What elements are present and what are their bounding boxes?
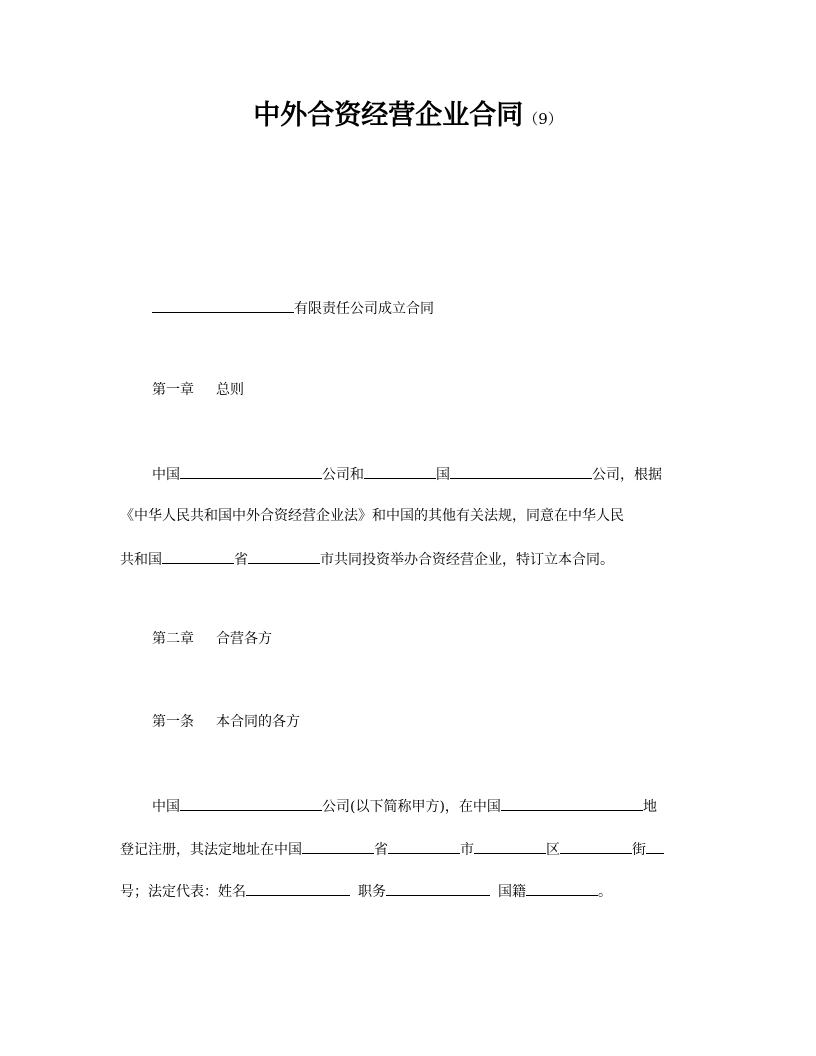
text-segment: 市 [460,842,474,858]
text-segment: 省 [234,552,248,568]
chapter1-para-line1 [152,463,662,485]
blank-field [501,795,643,811]
article1-para-line3 [120,880,612,902]
text-segment: 中国 [152,799,180,815]
text-segment: 共和国 [120,552,162,568]
article1-title: 本合同的各方 [216,714,300,730]
contract-name-line [152,297,434,319]
text-segment: 号；法定代表：姓名 [120,884,246,900]
blank-field [526,880,598,896]
text-segment: 国籍 [498,884,526,900]
text-segment: 公司，根据 [592,467,662,483]
text-segment: 公司和 [322,467,364,483]
chapter1-num: 第一章 [152,382,194,398]
article1-para-line1 [152,795,657,817]
blank-field [364,463,436,479]
blank-field [474,838,546,854]
text-segment: 国 [436,467,450,483]
article1-para-line2 [120,838,664,860]
text-segment: 区 [546,842,560,858]
blank-field [180,463,322,479]
blank-field [386,880,490,896]
text-segment: 公司(以下简称甲方)，在中国 [322,799,501,815]
article1-num: 第一条 [152,714,194,730]
blank-field [450,463,592,479]
blank-field [646,838,664,854]
title-text: 中外合资经营企业合同 [253,100,524,131]
chapter2-heading [152,629,272,649]
text-segment: 。 [598,884,612,900]
contract-name-suffix: 有限责任公司成立合同 [294,301,434,317]
document-title [0,96,816,139]
chapter1-title: 总则 [216,382,244,398]
title-suffix: （9） [523,110,563,128]
text-segment: 《中华人民共和国中外合资经营企业法》和中国的其他有关法规，同意在中华人民 [120,508,624,524]
blank-field [388,838,460,854]
text-segment: 职务 [358,884,386,900]
chapter2-title: 合营各方 [216,631,272,647]
text-segment: 街 [632,842,646,858]
text-segment: 登记注册，其法定地址在中国 [120,842,302,858]
blank-field [246,880,350,896]
blank-field [162,548,234,564]
text-segment: 市共同投资举办合资经营企业，特订立本合同。 [320,552,614,568]
blank-field [248,548,320,564]
blank-field [302,838,374,854]
text-segment: 中国 [152,467,180,483]
text-segment: 地 [642,799,657,815]
blank-field [180,795,322,811]
blank-field [560,838,632,854]
article1-heading [152,712,300,732]
chapter1-para-line2 [120,506,624,526]
blank-company-name [152,297,294,313]
chapter1-heading [152,380,244,400]
chapter2-num: 第二章 [152,631,194,647]
text-segment: 省 [374,842,388,858]
chapter1-para-line3 [120,548,614,570]
